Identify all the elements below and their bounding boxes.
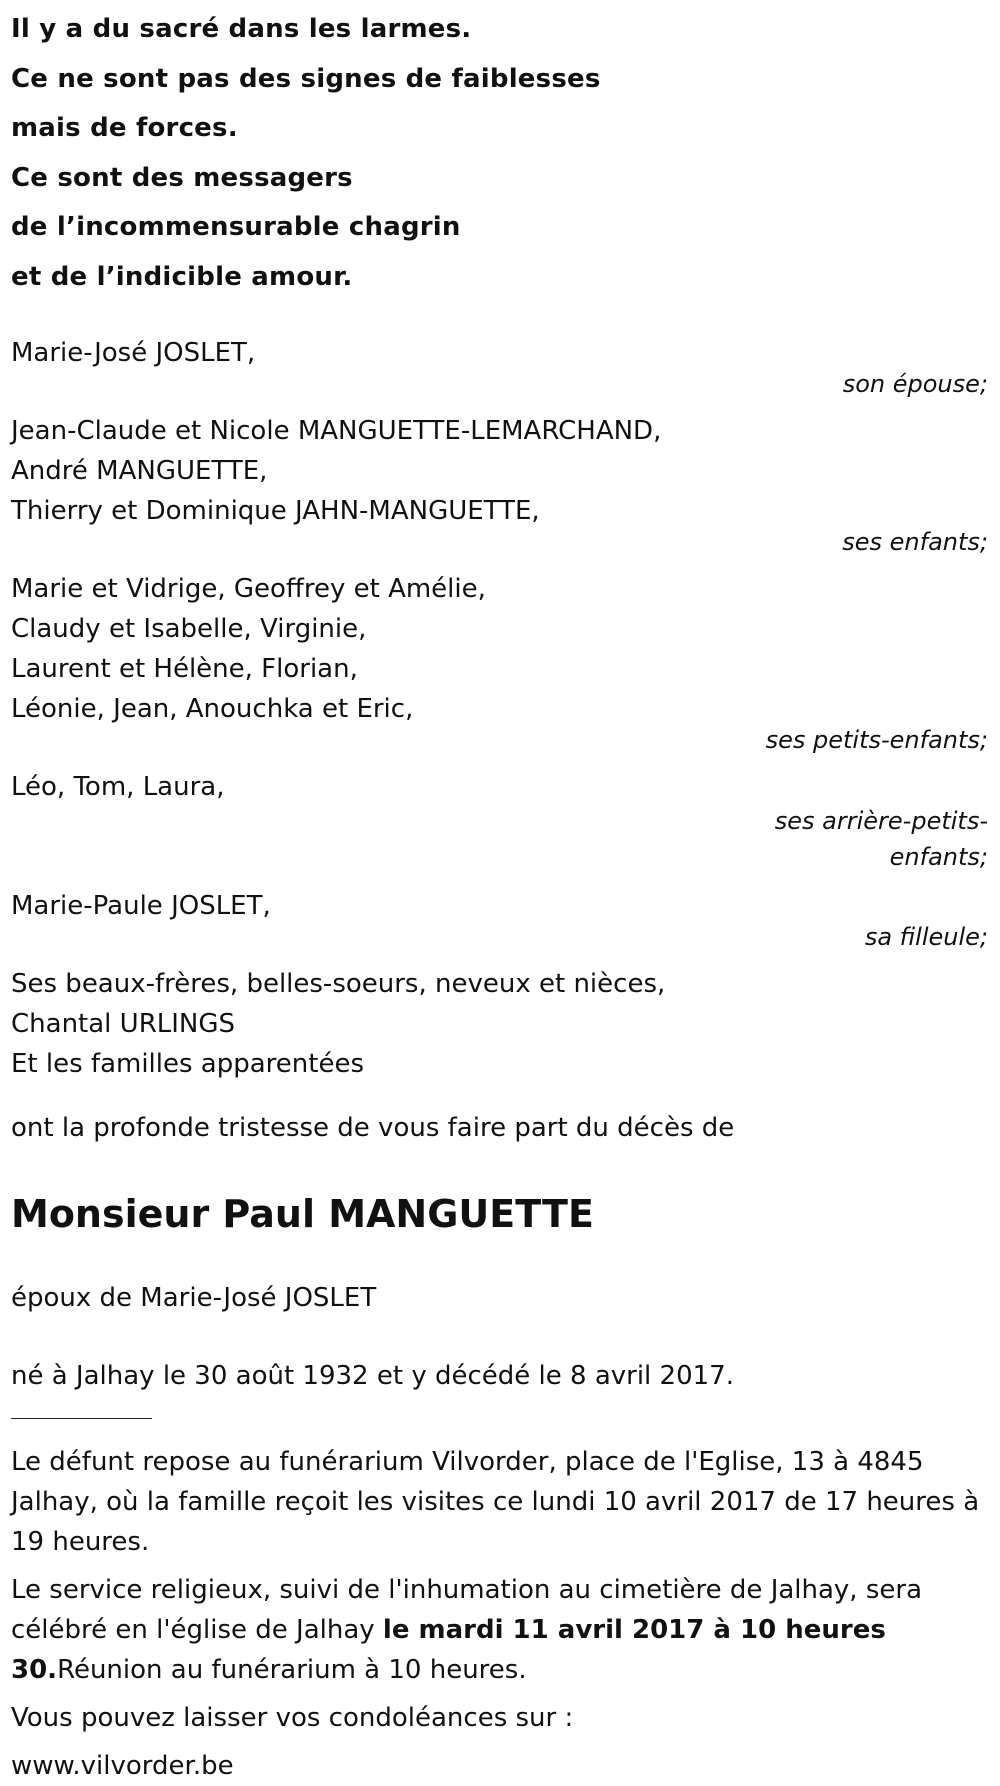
poem-line: Ce ne sont pas des signes de faiblesses: [11, 63, 601, 94]
family-role-label: ses enfants;: [842, 528, 988, 556]
family-member-line: Laurent et Hélène, Florian,: [11, 654, 358, 684]
family-member-line: André MANGUETTE,: [11, 456, 268, 486]
family-group-goddaughter: [11, 886, 990, 926]
poem-line: et de l’indicible amour.: [11, 261, 353, 292]
family-member-line: Marie-Paule JOSLET,: [11, 891, 271, 921]
service-date: le mardi 11 avril 2017 à 10 heures 30.: [11, 1615, 886, 1685]
family-member-line: Ses beaux-frères, belles-soeurs, neveux et nièces,: [11, 969, 666, 999]
family-member-line: Marie et Vidrige, Geoffrey et Amélie,: [11, 574, 486, 604]
poem-line: Ce sont des messagers: [11, 162, 353, 193]
poem-line: Il y a du sacré dans les larmes.: [11, 14, 472, 44]
family-group-extended: [11, 964, 990, 1084]
service-text: [11, 1570, 990, 1690]
family-role-label: sa filleule;: [864, 923, 988, 951]
family-member-line: Claudy et Isabelle, Virginie,: [11, 614, 367, 644]
family-role-label: son épouse;: [842, 370, 988, 398]
condolences-text: Vous pouvez laisser vos condoléances sur :: [11, 1703, 574, 1733]
family-group-spouse: [11, 333, 990, 373]
family-member-line: Chantal URLINGS: [11, 1009, 236, 1039]
family-role-label: ses petits-enfants;: [765, 726, 988, 754]
deceased-name: Monsieur Paul MANGUETTE: [11, 1192, 594, 1236]
family-role-label: ses arrière-petits-enfants;: [774, 807, 988, 871]
service-text-intro: Le service religieux, suivi de l'inhumation au cimetière de Jalhay, sera célébré en l'église de Jalhay: [11, 1575, 923, 1645]
service-text-gathering: Réunion au funérarium à 10 heures.: [57, 1655, 527, 1685]
spouse-line: époux de Marie-José JOSLET: [11, 1283, 377, 1313]
funeral-info: [11, 1442, 990, 1786]
separator-rule: [11, 1418, 152, 1419]
family-member-line: Thierry et Dominique JAHN-MANGUETTE,: [11, 496, 540, 526]
family-group-children: [11, 411, 990, 531]
family-member-line: Jean-Claude et Nicole MANGUETTE-LEMARCHAND,: [11, 416, 662, 446]
website-link[interactable]: www.vilvorder.be: [11, 1751, 234, 1781]
family-group-grandchildren: [11, 569, 990, 729]
family-member-line: Léo, Tom, Laura,: [11, 772, 225, 802]
announcement-text: ont la profonde tristesse de vous faire part du décès de: [11, 1113, 735, 1143]
poem-line: de l’incommensurable chagrin: [11, 212, 461, 242]
family-group-great-grandchildren: [11, 767, 990, 807]
poem: [11, 0, 990, 302]
family-member-line: Et les familles apparentées: [11, 1049, 365, 1079]
mourners-list: [11, 333, 990, 1084]
poem-line: mais de forces.: [11, 113, 238, 143]
family-member-line: Léonie, Jean, Anouchka et Eric,: [11, 694, 414, 724]
birth-death-line: né à Jalhay le 30 août 1932 et y décédé le 8 avril 2017.: [11, 1361, 734, 1391]
family-member-line: Marie-José JOSLET,: [11, 338, 256, 368]
visitation-text: Le défunt repose au funérarium Vilvorder, place de l'Eglise, 13 à 4845 Jalhay, où la famille reçoit les visites ce lundi 10 avril 2017 de 17 heures à 19 heures.: [11, 1447, 980, 1557]
